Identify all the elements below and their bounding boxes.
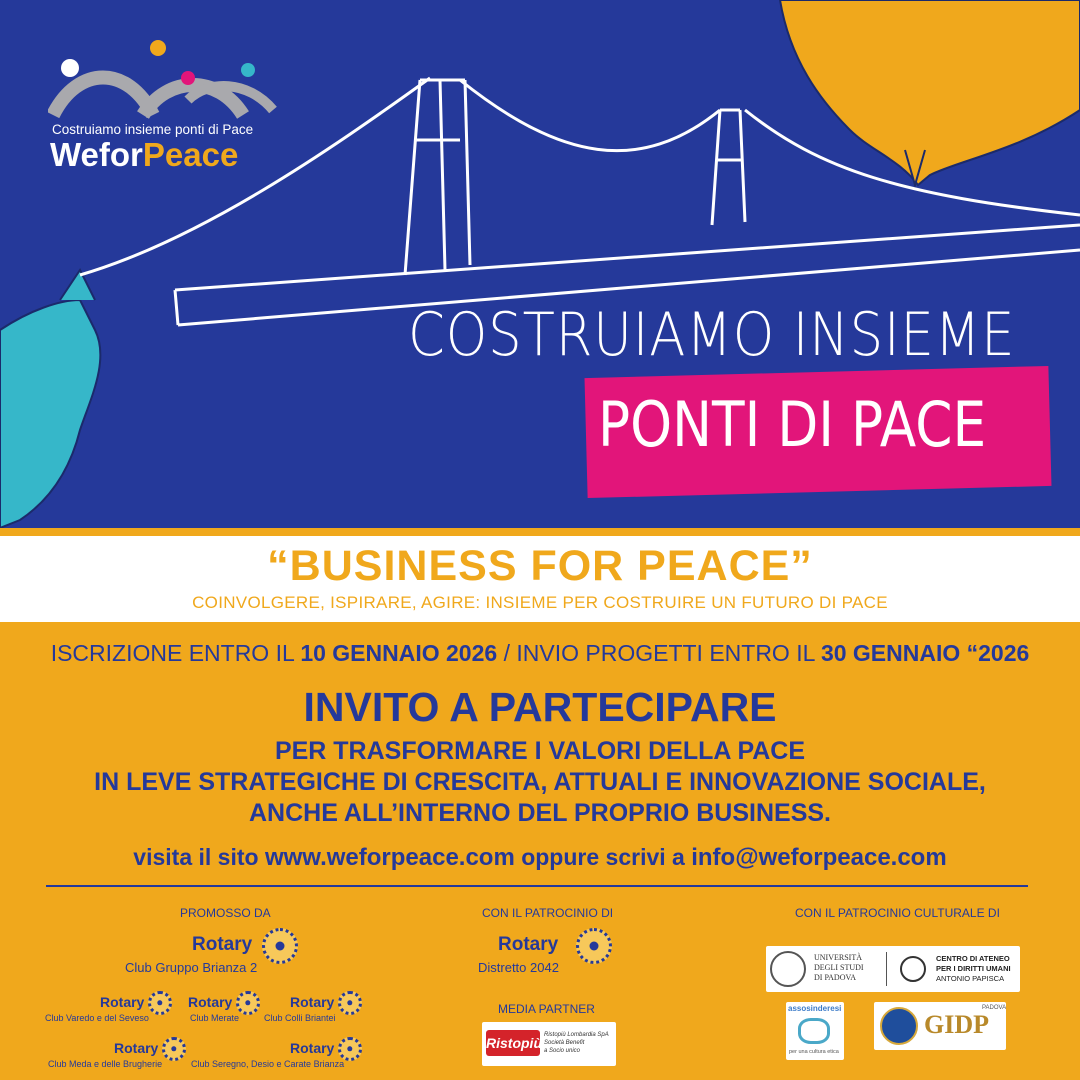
club-name: Club Varedo e del Seveso bbox=[45, 1013, 149, 1023]
invito-title: INVITO A PARTECIPARE bbox=[303, 684, 777, 730]
rotary-wheel-icon bbox=[338, 1037, 362, 1061]
infinity-icon bbox=[798, 1018, 830, 1044]
email-link[interactable]: info@weforpeace.com bbox=[691, 844, 947, 871]
unipd-centro-logo: UNIVERSITÀ DEGLI STUDI DI PADOVA CENTRO DI ATENEO PER I DIRITTI UMANI ANTONIO PAPISCA bbox=[766, 946, 1020, 992]
rotary-wheel-icon bbox=[262, 928, 298, 964]
assosinderesi-logo: assosinderesi per una cultura etica bbox=[786, 1002, 844, 1060]
band-subtitle: COINVOLGERE, ISPIRARE, AGIRE: INSIEME PER COSTRUIRE UN FUTURO DI PACE bbox=[192, 593, 888, 612]
contact-line: visita il sito www.weforpeace.com oppure scrivi a info@weforpeace.com bbox=[133, 844, 947, 871]
logo-name: WeforPeace bbox=[50, 136, 239, 173]
hero-subtitle: PONTI DI PACE bbox=[598, 388, 987, 461]
rotary-wheel-icon bbox=[338, 991, 362, 1015]
distretto-name: Distretto 2042 bbox=[478, 960, 559, 975]
patrocinio-culturale-heading: CON IL PATROCINIO CULTURALE DI bbox=[795, 906, 1000, 920]
logo-tagline: Costruiamo insieme ponti di Pace bbox=[52, 122, 254, 137]
rotary-label: Rotary bbox=[100, 994, 145, 1010]
rotary-label: Rotary bbox=[192, 934, 253, 955]
divider-stripe bbox=[0, 528, 1080, 536]
patrocinio-heading: CON IL PATROCINIO DI bbox=[482, 906, 614, 920]
rotary-wheel-icon bbox=[162, 1037, 186, 1061]
rotary-label: Rotary bbox=[290, 1040, 335, 1056]
rotary-wheel-icon bbox=[576, 928, 612, 964]
rotary-label: Rotary bbox=[114, 1040, 159, 1056]
invito-description: PER TRASFORMARE I VALORI DELLA PACE IN LEVE STRATEGICHE DI CRESCITA, ATTUALI E INNOVAZIONE SOCIALE, ANCHE ALL’INTERNO DEL PROPRIO BUSINESS. bbox=[94, 737, 986, 827]
promosso-da-heading: PROMOSSO DA bbox=[180, 906, 271, 920]
globe-icon bbox=[880, 1007, 918, 1045]
club-name: Club Seregno, Desio e Carate Brianza bbox=[191, 1059, 345, 1069]
ristopiu-logo: Ristopiù Ristopiù Lombardia SpA Società Benefit a Socio unico bbox=[482, 1022, 616, 1066]
rotary-label: Rotary bbox=[290, 994, 335, 1010]
separator-line bbox=[46, 885, 1028, 887]
gidp-logo: GIDP PADOVA bbox=[874, 1002, 1006, 1050]
media-partner-heading: MEDIA PARTNER bbox=[498, 1002, 595, 1016]
club-name: Club Merate bbox=[190, 1013, 240, 1023]
website-link[interactable]: www.weforpeace.com bbox=[264, 844, 515, 871]
rotary-label: Rotary bbox=[498, 934, 559, 955]
rotary-wheel-icon bbox=[236, 991, 260, 1015]
main-club-name: Club Gruppo Brianza 2 bbox=[125, 960, 258, 975]
logo-arcs-icon bbox=[48, 40, 288, 130]
rotary-wheel-icon bbox=[148, 991, 172, 1015]
club-name: Club Meda e delle Brugherie bbox=[48, 1059, 163, 1069]
deadline-line: ISCRIZIONE ENTRO IL 10 GENNAIO 2026 / INVIO PROGETTI ENTRO IL 30 GENNAIO “2026 bbox=[50, 640, 1030, 666]
business-for-peace-band bbox=[0, 536, 1080, 622]
hero-section bbox=[0, 0, 1080, 528]
rotary-label: Rotary bbox=[188, 994, 233, 1010]
unipd-seal-icon bbox=[770, 951, 806, 987]
centro-icon bbox=[900, 956, 926, 982]
info-section bbox=[0, 622, 1080, 1080]
band-title: “BUSINESS FOR PEACE” bbox=[267, 542, 813, 590]
hero-title: COSTRUIAMO INSIEME bbox=[408, 300, 1016, 370]
club-name: Club Colli Briantei bbox=[264, 1013, 336, 1023]
